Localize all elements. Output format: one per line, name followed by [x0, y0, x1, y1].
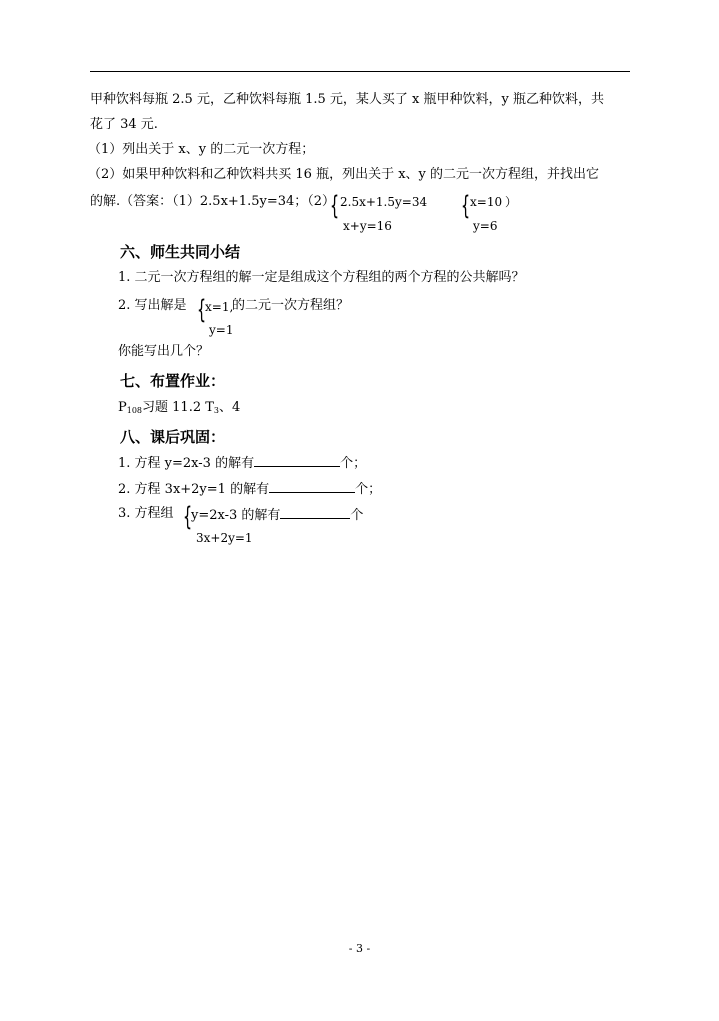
question-1: （1）列出关于 x、y 的二元一次方程； — [88, 142, 315, 157]
exercise-1-text: 1. 方程 y=2x-3 的解有 — [118, 456, 255, 471]
section-6-item-2-prefix: 2. 写出解是 — [118, 298, 187, 313]
system-equation-2: x+y=16 — [343, 219, 392, 233]
header-rule — [90, 71, 630, 72]
exercise-2-suffix: 个； — [355, 482, 382, 497]
homework-exercise-tail: 、4 — [219, 400, 241, 415]
exercise-1-answer-blank[interactable] — [254, 454, 340, 467]
exercise-2 — [118, 480, 381, 498]
section-8-title: 八、课后巩固： — [120, 428, 226, 446]
exercise-3-suffix: 个 — [350, 508, 364, 523]
problem-line-1: 甲种饮料每瓶 2.5 元，乙种饮料每瓶 1.5 元，某人买了 x 瓶甲种饮料，y 瓶乙种饮料，共 — [90, 92, 604, 107]
section-6-item-2-eq1: x=1, — [205, 300, 234, 314]
exercise-1 — [118, 454, 366, 472]
section-6-title: 六、师生共同小结 — [120, 243, 241, 261]
homework-page-prefix: P — [118, 400, 127, 415]
section-7-title: 七、布置作业： — [120, 372, 226, 390]
homework-exercise: 习题 11.2 T — [142, 400, 214, 415]
homework-exercise-number: 3 — [213, 406, 220, 415]
solution-y: y=6 — [473, 219, 498, 233]
exercise-3-text: y=2x-3 的解有 — [191, 508, 281, 523]
problem-line-2: 花了 34 元. — [90, 117, 158, 132]
section-6-followup: 你能写出几个？ — [118, 344, 210, 359]
left-brace-icon: { — [461, 191, 471, 221]
homework-page-number: 108 — [126, 406, 143, 415]
exercise-1-suffix: 个； — [340, 456, 367, 471]
solution-x: x=10 — [470, 195, 503, 209]
exercise-3-answer-blank[interactable] — [280, 506, 350, 519]
system-equation-1: 2.5x+1.5y=34 — [340, 195, 428, 209]
exercise-3-line — [191, 506, 363, 524]
exercise-3-eq2: 3x+2y=1 — [196, 531, 253, 545]
left-brace-icon: { — [183, 502, 193, 532]
exercise-2-text: 2. 方程 3x+2y=1 的解有 — [118, 482, 270, 497]
question-2: （2）如果甲种饮料和乙种饮料共买 16 瓶，列出关于 x、y 的二元一次方程组，并找出它 — [88, 167, 600, 182]
section-6-item-2-suffix: 的二元一次方程组？ — [232, 298, 350, 313]
homework-assignment — [118, 400, 240, 419]
left-brace-icon: { — [330, 191, 340, 221]
section-6-item-2-eq2: y=1 — [209, 323, 234, 337]
left-brace-icon: { — [197, 295, 207, 325]
exercise-2-answer-blank[interactable] — [269, 480, 355, 493]
answer-prefix: 的解.（答案：（1）2.5x+1.5y=34；（2） — [90, 194, 336, 209]
page-number: - 3 - — [348, 942, 371, 955]
exercise-3-prefix: 3. 方程组 — [118, 506, 174, 521]
section-6-item-1: 1. 二元一次方程组的解一定是组成这个方程组的两个方程的公共解吗？ — [118, 270, 525, 285]
solution-close-paren: ） — [505, 195, 518, 209]
